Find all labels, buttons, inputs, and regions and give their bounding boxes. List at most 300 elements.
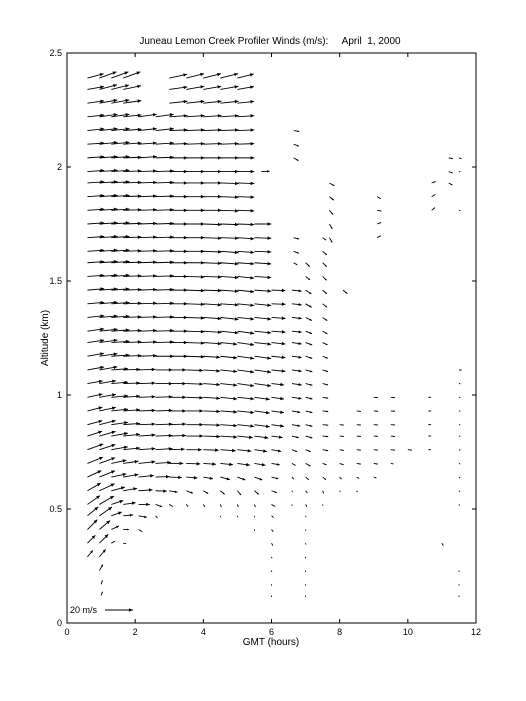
wind-arrow: [220, 114, 238, 117]
x-tick-label: 0: [64, 627, 70, 637]
wind-arrow-head: [267, 170, 270, 173]
wind-arrow-head: [170, 329, 174, 332]
x-tick-label: 10: [402, 627, 413, 637]
wind-arrow: [139, 315, 157, 318]
wind-arrow-head: [218, 250, 222, 253]
wind-arrow: [254, 370, 271, 374]
wind-arrow-head: [199, 382, 203, 385]
wind-arrow: [220, 251, 238, 254]
wind-arrow-head: [235, 182, 239, 185]
x-tick-label: 6: [268, 627, 275, 637]
wind-arrow-head: [218, 236, 222, 239]
wind-arrow: [254, 397, 269, 400]
wind-arrow: [203, 462, 216, 465]
wind-arrow-head: [111, 444, 115, 447]
wind-arrow-head: [234, 85, 238, 88]
wind-arrow-head: [170, 208, 174, 211]
wind-arrow: [442, 543, 443, 545]
wind-arrow: [306, 504, 307, 506]
wind-arrow: [357, 436, 361, 437]
wind-arrow-head: [251, 209, 255, 212]
wind-arrow: [254, 491, 258, 495]
wind-arrow: [203, 289, 221, 292]
wind-arrow-head: [170, 222, 174, 225]
wind-arrow: [254, 504, 255, 507]
wind-arrow: [139, 169, 157, 172]
wind-arrow: [139, 395, 156, 398]
wind-arrow: [186, 261, 204, 264]
wind-arrow: [237, 251, 254, 254]
wind-arrow: [87, 431, 102, 436]
wind-arrow: [139, 488, 153, 491]
wind-arrow: [340, 436, 344, 437]
wind-arrow: [186, 181, 204, 184]
wind-arrow: [237, 343, 254, 347]
wind-arrow-head: [199, 434, 203, 437]
wind-arrow: [377, 210, 381, 211]
wind-arrow: [323, 304, 327, 307]
wind-arrow: [123, 487, 137, 491]
wind-arrow: [237, 397, 254, 400]
wind-arrow: [323, 263, 327, 267]
wind-arrow: [203, 448, 218, 451]
wind-arrow: [272, 397, 284, 400]
wind-arrow: [220, 435, 237, 438]
wind-arrow: [459, 370, 462, 371]
wind-arrow: [186, 275, 204, 278]
wind-arrow: [306, 370, 313, 372]
wind-arrow: [156, 489, 167, 492]
wind-arrow: [391, 436, 395, 437]
wind-arrow: [220, 397, 237, 400]
wind-arrow: [237, 290, 254, 293]
wind-arrow-head: [130, 514, 133, 517]
wind-arrow: [111, 459, 126, 463]
wind-arrow: [186, 355, 204, 358]
wind-arrow: [306, 491, 308, 493]
wind-vectors: [87, 71, 461, 597]
wind-arrow: [203, 396, 220, 399]
wind-arrow: [220, 317, 238, 320]
wind-arrow-head: [153, 261, 157, 264]
wind-arrow-head: [216, 435, 220, 438]
wind-arrow: [254, 303, 271, 306]
wind-arrow: [203, 209, 221, 212]
wind-arrow: [237, 463, 249, 466]
wind-arrow: [156, 516, 158, 518]
wind-arrow-head: [182, 368, 186, 371]
wind-arrow: [254, 356, 271, 360]
x-tick-label: 12: [470, 627, 482, 637]
wind-arrow: [272, 435, 283, 438]
wind-arrow-head: [170, 156, 174, 159]
wind-arrow-head: [170, 288, 174, 291]
wind-arrow: [329, 183, 334, 186]
wind-arrow-head: [251, 156, 255, 159]
wind-arrow: [306, 411, 313, 413]
wind-arrow-head: [251, 170, 255, 173]
wind-arrow: [374, 397, 378, 398]
wind-arrow-head: [124, 446, 128, 449]
wind-arrow: [186, 369, 203, 372]
wind-arrow: [459, 504, 460, 505]
wind-arrow: [87, 507, 98, 516]
wind-arrow: [391, 449, 395, 450]
wind-arrow: [237, 504, 238, 507]
wind-arrow-head: [262, 463, 266, 466]
wind-arrow: [237, 73, 253, 78]
wind-arrow: [139, 503, 150, 506]
wind-arrow: [156, 181, 174, 184]
wind-arrow: [186, 100, 204, 103]
wind-arrow: [123, 543, 126, 544]
wind-arrow: [169, 422, 186, 425]
wind-arrow: [237, 384, 254, 388]
wind-arrow-head: [198, 448, 202, 451]
wind-arrow: [428, 424, 431, 425]
wind-arrow-head: [235, 209, 239, 212]
wind-arrow: [237, 209, 254, 212]
wind-arrow-head: [250, 85, 254, 88]
wind-arrow: [87, 221, 104, 224]
wind-arrow: [220, 370, 237, 373]
wind-arrow: [220, 223, 238, 226]
wind-arrow: [186, 462, 200, 465]
wind-arrow: [292, 369, 302, 372]
wind-arrow: [329, 210, 333, 214]
wind-arrow: [432, 195, 436, 197]
wind-arrow-head: [153, 340, 157, 343]
wind-arrow-shaft: [459, 504, 460, 505]
wind-arrow-head: [251, 182, 255, 185]
wind-arrow-head: [170, 340, 174, 343]
x-tick-label: 2: [132, 627, 138, 637]
wind-arrow: [139, 474, 154, 477]
wind-arrow: [272, 477, 279, 479]
wind-arrow: [87, 420, 102, 425]
wind-arrow: [237, 424, 254, 427]
wind-arrow: [254, 477, 262, 480]
wind-arrow: [156, 475, 170, 478]
wind-arrow: [357, 477, 359, 478]
wind-arrow: [169, 86, 187, 90]
wind-arrow: [254, 384, 271, 388]
wind-arrow: [220, 236, 238, 239]
wind-arrow: [377, 236, 381, 238]
wind-arrow: [237, 370, 254, 374]
wind-arrow: [237, 195, 254, 198]
wind-arrow: [186, 341, 204, 344]
wind-arrow: [169, 396, 186, 399]
wind-arrow: [323, 436, 329, 438]
wind-arrow-head: [170, 315, 174, 318]
wind-arrow: [123, 514, 133, 517]
wind-arrow: [323, 251, 327, 255]
wind-arrow: [323, 384, 328, 386]
wind-arrow: [87, 457, 103, 464]
wind-arrow: [343, 290, 347, 294]
wind-arrow: [203, 195, 221, 198]
wind-arrow: [306, 384, 313, 386]
wind-arrow: [428, 436, 431, 437]
wind-arrow: [186, 236, 204, 239]
wind-arrow: [237, 477, 245, 480]
wind-arrow-head: [182, 382, 186, 385]
wind-arrow-head: [178, 476, 182, 479]
wind-arrow: [237, 317, 254, 320]
wind-arrow: [220, 342, 237, 345]
wind-arrow: [237, 114, 254, 117]
wind-arrow-head: [275, 491, 277, 493]
wind-arrow: [156, 395, 173, 398]
wind-arrow-head: [201, 330, 205, 333]
wind-arrow: [261, 170, 269, 173]
wind-arrow: [87, 471, 101, 478]
wind-arrow-head: [218, 275, 222, 278]
wind-arrow-head: [181, 448, 185, 451]
wind-arrow-head: [201, 275, 205, 278]
wind-arrow: [374, 477, 377, 478]
wind-arrow-head: [122, 459, 126, 462]
wind-arrow: [329, 197, 333, 201]
wind-arrow: [357, 424, 361, 425]
wind-arrow: [323, 411, 329, 413]
wind-arrow-head: [124, 432, 128, 435]
wind-arrow-head: [297, 145, 299, 147]
wind-arrow: [139, 329, 157, 332]
wind-arrow-head: [170, 181, 174, 184]
wind-arrow: [306, 290, 312, 294]
wind-arrow: [99, 564, 103, 570]
wind-arrow: [139, 302, 157, 305]
wind-arrow-head: [149, 488, 153, 491]
x-axis-ticks: [64, 53, 481, 637]
wind-arrow: [323, 343, 328, 345]
wind-arrow-head: [282, 289, 286, 292]
wind-arrow-head: [166, 475, 170, 478]
wind-arrow: [292, 383, 302, 386]
wind-arrow: [306, 436, 313, 438]
wind-arrow: [186, 73, 204, 78]
wind-arrow: [294, 263, 298, 265]
wind-arrow: [111, 500, 123, 504]
wind-arrow: [292, 450, 297, 452]
wind-arrow: [169, 448, 184, 451]
wind-arrow-head: [199, 369, 203, 372]
wind-arrow: [203, 477, 213, 480]
wind-arrow-head: [282, 302, 286, 305]
wind-arrow: [254, 236, 271, 239]
wind-arrow-head: [100, 142, 104, 145]
wind-arrow: [220, 128, 238, 131]
wind-arrow: [272, 516, 274, 518]
wind-arrow: [272, 330, 286, 333]
wind-arrow-head: [153, 169, 157, 172]
wind-arrow: [374, 424, 378, 425]
wind-arrow: [139, 422, 156, 425]
wind-arrow: [237, 142, 254, 145]
wind-arrow: [203, 85, 221, 89]
wind-arrow: [254, 317, 271, 320]
wind-arrow: [156, 235, 174, 238]
wind-arrow: [237, 491, 241, 495]
wind-arrow: [254, 425, 269, 428]
wind-arrow: [87, 406, 102, 411]
wind-arrow: [139, 530, 143, 532]
wind-arrow: [323, 463, 327, 465]
scale-key: [70, 605, 133, 615]
wind-arrow: [186, 142, 204, 145]
wind-arrow-head: [153, 235, 157, 238]
wind-arrow-head: [215, 448, 219, 451]
wind-arrow-head: [235, 236, 239, 239]
wind-arrow-head: [124, 71, 128, 74]
wind-arrow: [139, 516, 147, 519]
wind-arrow-head: [242, 478, 245, 480]
wind-arrow: [237, 411, 254, 414]
wind-arrow: [272, 316, 286, 319]
wind-arrow: [323, 424, 329, 426]
plot-frame: [67, 53, 476, 623]
wind-arrow-head: [170, 249, 174, 252]
wind-arrow: [186, 476, 197, 479]
wind-arrow: [203, 170, 221, 173]
wind-arrow-head: [233, 410, 237, 413]
wind-arrow: [220, 100, 238, 103]
wind-arrow: [357, 463, 361, 464]
wind-arrow: [186, 222, 204, 225]
wind-arrow: [254, 449, 266, 452]
wind-arrow: [220, 85, 238, 89]
wind-arrow: [272, 491, 277, 493]
wind-arrow-head: [136, 71, 140, 74]
wind-arrow: [186, 85, 204, 89]
wind-arrow-head: [268, 250, 272, 253]
wind-arrow-head: [250, 262, 254, 265]
wind-arrow: [186, 423, 203, 426]
wind-arrow-head: [216, 410, 220, 413]
wind-arrow: [220, 170, 238, 173]
wind-arrow: [323, 491, 324, 494]
wind-arrow: [139, 368, 156, 371]
wind-arrow: [306, 263, 310, 267]
wind-arrow: [220, 410, 237, 413]
wind-arrow: [123, 529, 129, 531]
wind-arrow-head: [170, 169, 174, 172]
wind-arrow: [237, 156, 254, 159]
wind-arrow-head: [152, 381, 156, 384]
wind-arrow-head: [135, 473, 139, 476]
wind-arrow: [203, 262, 221, 265]
wind-arrow: [323, 370, 328, 372]
wind-arrow: [237, 85, 254, 89]
wind-arrow: [87, 208, 104, 211]
wind-arrow-head: [216, 423, 220, 426]
wind-arrow: [87, 393, 102, 397]
wind-arrow: [156, 169, 174, 172]
wind-arrow-head: [282, 330, 286, 333]
wind-arrow-head: [170, 302, 174, 305]
wind-arrow-head: [184, 128, 188, 131]
wind-arrow: [203, 142, 221, 145]
wind-arrow: [340, 424, 344, 425]
wind-arrow-head: [152, 368, 156, 371]
wind-arrow: [186, 434, 203, 437]
wind-arrow: [203, 504, 204, 506]
wind-arrow-head: [250, 237, 254, 240]
wind-arrow: [408, 449, 412, 450]
wind-arrow: [254, 262, 271, 265]
wind-arrow-head: [119, 500, 123, 503]
wind-arrow: [237, 436, 252, 439]
wind-arrow: [292, 289, 302, 292]
wind-arrow: [323, 450, 329, 452]
wind-arrow-head: [153, 315, 157, 318]
wind-arrow: [186, 396, 203, 399]
wind-arrow: [220, 491, 224, 495]
wind-arrow: [459, 463, 460, 464]
wind-arrow: [156, 461, 171, 464]
wind-arrow: [254, 463, 265, 466]
wind-arrow: [323, 397, 329, 399]
chart-title: Juneau Lemon Creek Profiler Winds (m/s): April 1, 2000: [139, 36, 401, 47]
wind-arrow-head: [218, 289, 222, 292]
wind-arrow: [101, 592, 103, 596]
wind-arrow-head: [180, 462, 184, 465]
wind-arrow: [459, 491, 460, 492]
wind-arrow: [272, 342, 286, 345]
wind-arrow: [292, 477, 294, 479]
wind-arrow: [237, 237, 254, 240]
y-tick-label: 1: [56, 390, 62, 400]
wind-arrow: [237, 331, 254, 335]
wind-arrow: [99, 521, 110, 530]
wind-arrow-head: [251, 223, 255, 226]
wind-arrow-head: [146, 503, 150, 506]
wind-arrow: [272, 543, 273, 545]
wind-arrow: [156, 194, 174, 197]
wind-arrow: [323, 290, 327, 294]
wind-arrow: [329, 224, 332, 229]
wind-arrow: [99, 534, 108, 543]
wind-arrow: [156, 274, 174, 277]
wind-arrow: [357, 491, 358, 492]
wind-arrow-head: [268, 236, 272, 239]
wind-arrow-head: [153, 274, 157, 277]
wind-arrow-head: [282, 316, 286, 319]
wind-arrow: [111, 486, 125, 490]
wind-arrow-head: [133, 487, 137, 490]
wind-arrow-head: [201, 316, 205, 319]
wind-arrow: [292, 411, 300, 414]
wind-arrow: [391, 424, 395, 425]
wind-arrow: [329, 238, 332, 243]
wind-arrow: [169, 504, 173, 506]
wind-arrow-head: [183, 73, 187, 76]
wind-arrow: [139, 288, 157, 291]
wind-arrow: [254, 436, 268, 439]
wind-arrow: [292, 330, 302, 333]
wind-arrow: [220, 142, 238, 145]
wind-arrow: [186, 128, 204, 131]
wind-arrow: [203, 330, 221, 333]
wind-arrow-head: [235, 223, 239, 226]
wind-arrow: [428, 397, 431, 398]
wind-arrow-head: [152, 395, 156, 398]
wind-arrow: [294, 158, 299, 161]
wind-arrow: [186, 409, 203, 412]
wind-arrow: [203, 369, 220, 372]
